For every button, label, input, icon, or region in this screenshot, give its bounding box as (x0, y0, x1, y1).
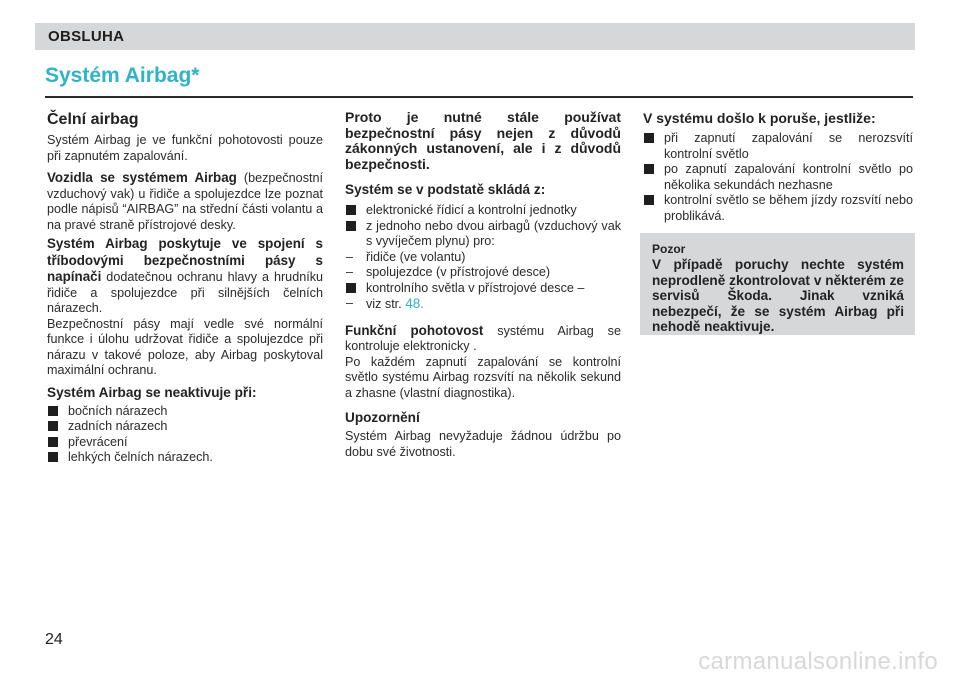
caution-text: V případě poruchy nechte systém neprodleně zkontrolovat v některém ze servisů Škoda. Jinak vzniká nebezpečí, že se systém Airbag při nehodě neaktivuje. (652, 257, 904, 335)
vehicles-paragraph (47, 170, 323, 233)
list-item: při zapnutí zapalování se nerozsvítí kontrolní světlo (643, 131, 913, 162)
page-title: Systém Airbag* (45, 64, 200, 87)
list-item: po zapnutí zapalování kontrolní světlo po několika sekundách nezhasne (643, 162, 913, 193)
belts-paragraph: Bezpečnostní pásy mají vedle své normální funkce i úlohu udržovat řidiče a spolujezdce při nárazu v takové poloze, aby Airbag poskytoval maximální ochranu. (47, 316, 323, 377)
protection-paragraph (47, 236, 323, 317)
sub-list-item: – spolujezdce (v přístrojové desce) (345, 265, 621, 281)
column-middle (345, 110, 621, 460)
section-header-label: OBSLUHA (48, 28, 125, 45)
function-bold: Funkční pohotovost (345, 322, 484, 338)
function-text: systému Airbag se kontroluje elektronicky . (345, 323, 621, 353)
protection-text: dodatečnou ochranu hlavy a hrudníku řidiče a spolujezdce při silnějších čelních nárazech. (47, 270, 323, 315)
list-item: převrácení (47, 435, 323, 451)
column-left (47, 110, 323, 466)
page-reference (345, 296, 621, 313)
intro-paragraph: Systém Airbag je ve funkční pohotovosti pouze při zapnutém zapalování. (47, 133, 323, 163)
list-item: lehkých čelních nárazech. (47, 450, 323, 466)
page-reference-prefix: viz str. (366, 297, 406, 311)
vehicles-text: (bezpečnostní vzduchový vak) u řidiče a spolujezdce lze poznat podle nápisů “AIRBAG” na střední části volantu a na pravé straně přístrojové desky. (47, 171, 323, 232)
protection-bold: Systém Airbag poskytuje ve spojení s tříbodovými bezpečnostními pásy s napínači (47, 236, 323, 284)
page-reference-link[interactable]: 48. (405, 296, 425, 311)
fault-heading: V systému došlo k poruše, jestliže: (643, 110, 876, 126)
list-item: bočních nárazech (47, 404, 323, 420)
vehicles-bold: Vozidla se systémem Airbag (47, 170, 237, 185)
sub-list-item: – řidiče (ve volantu) (345, 250, 621, 266)
watermark: carmanualsonline.info (698, 648, 938, 675)
frontal-airbag-heading: Čelní airbag (47, 111, 139, 128)
caution-heading: Pozor (652, 242, 686, 256)
list-item: zadních nárazech (47, 419, 323, 435)
notice-heading: Upozornění (345, 410, 420, 425)
list-item: z jednoho nebo dvou airbagů (vzduchový vak s vyvíječem plynu) pro: (345, 219, 621, 250)
list-item: kontrolního světla v přístrojové desce – (345, 281, 621, 297)
list-item: elektronické řídicí a kontrolní jednotky (345, 203, 621, 219)
list-item: kontrolní světlo se během jízdy rozsvítí nebo problikává. (643, 193, 913, 224)
components-heading: Systém se v podstatě skládá z: (345, 182, 546, 197)
page-number: 24 (45, 631, 63, 648)
function-paragraph (345, 323, 621, 355)
column-right (643, 110, 913, 224)
diagnostics-paragraph: Po každém zapnutí zapalování se kontrolní světlo systému Airbag rozsvítí na několik sekund a zhasne (vlastní diagnostika). (345, 354, 621, 400)
caution-box (640, 233, 915, 335)
title-divider (45, 96, 913, 98)
notice-text: Systém Airbag nevyžaduje žádnou údržbu po dobu své životnosti. (345, 429, 621, 459)
deactivation-heading: Systém Airbag se neaktivuje při: (47, 384, 257, 400)
seatbelt-warning-heading: Proto je nutné stále používat bezpečnostní pásy nejen z důvodů zákonných ustanovení, ale i z důvodů bezpečnosti. (345, 109, 621, 172)
section-header-bar (35, 23, 915, 50)
